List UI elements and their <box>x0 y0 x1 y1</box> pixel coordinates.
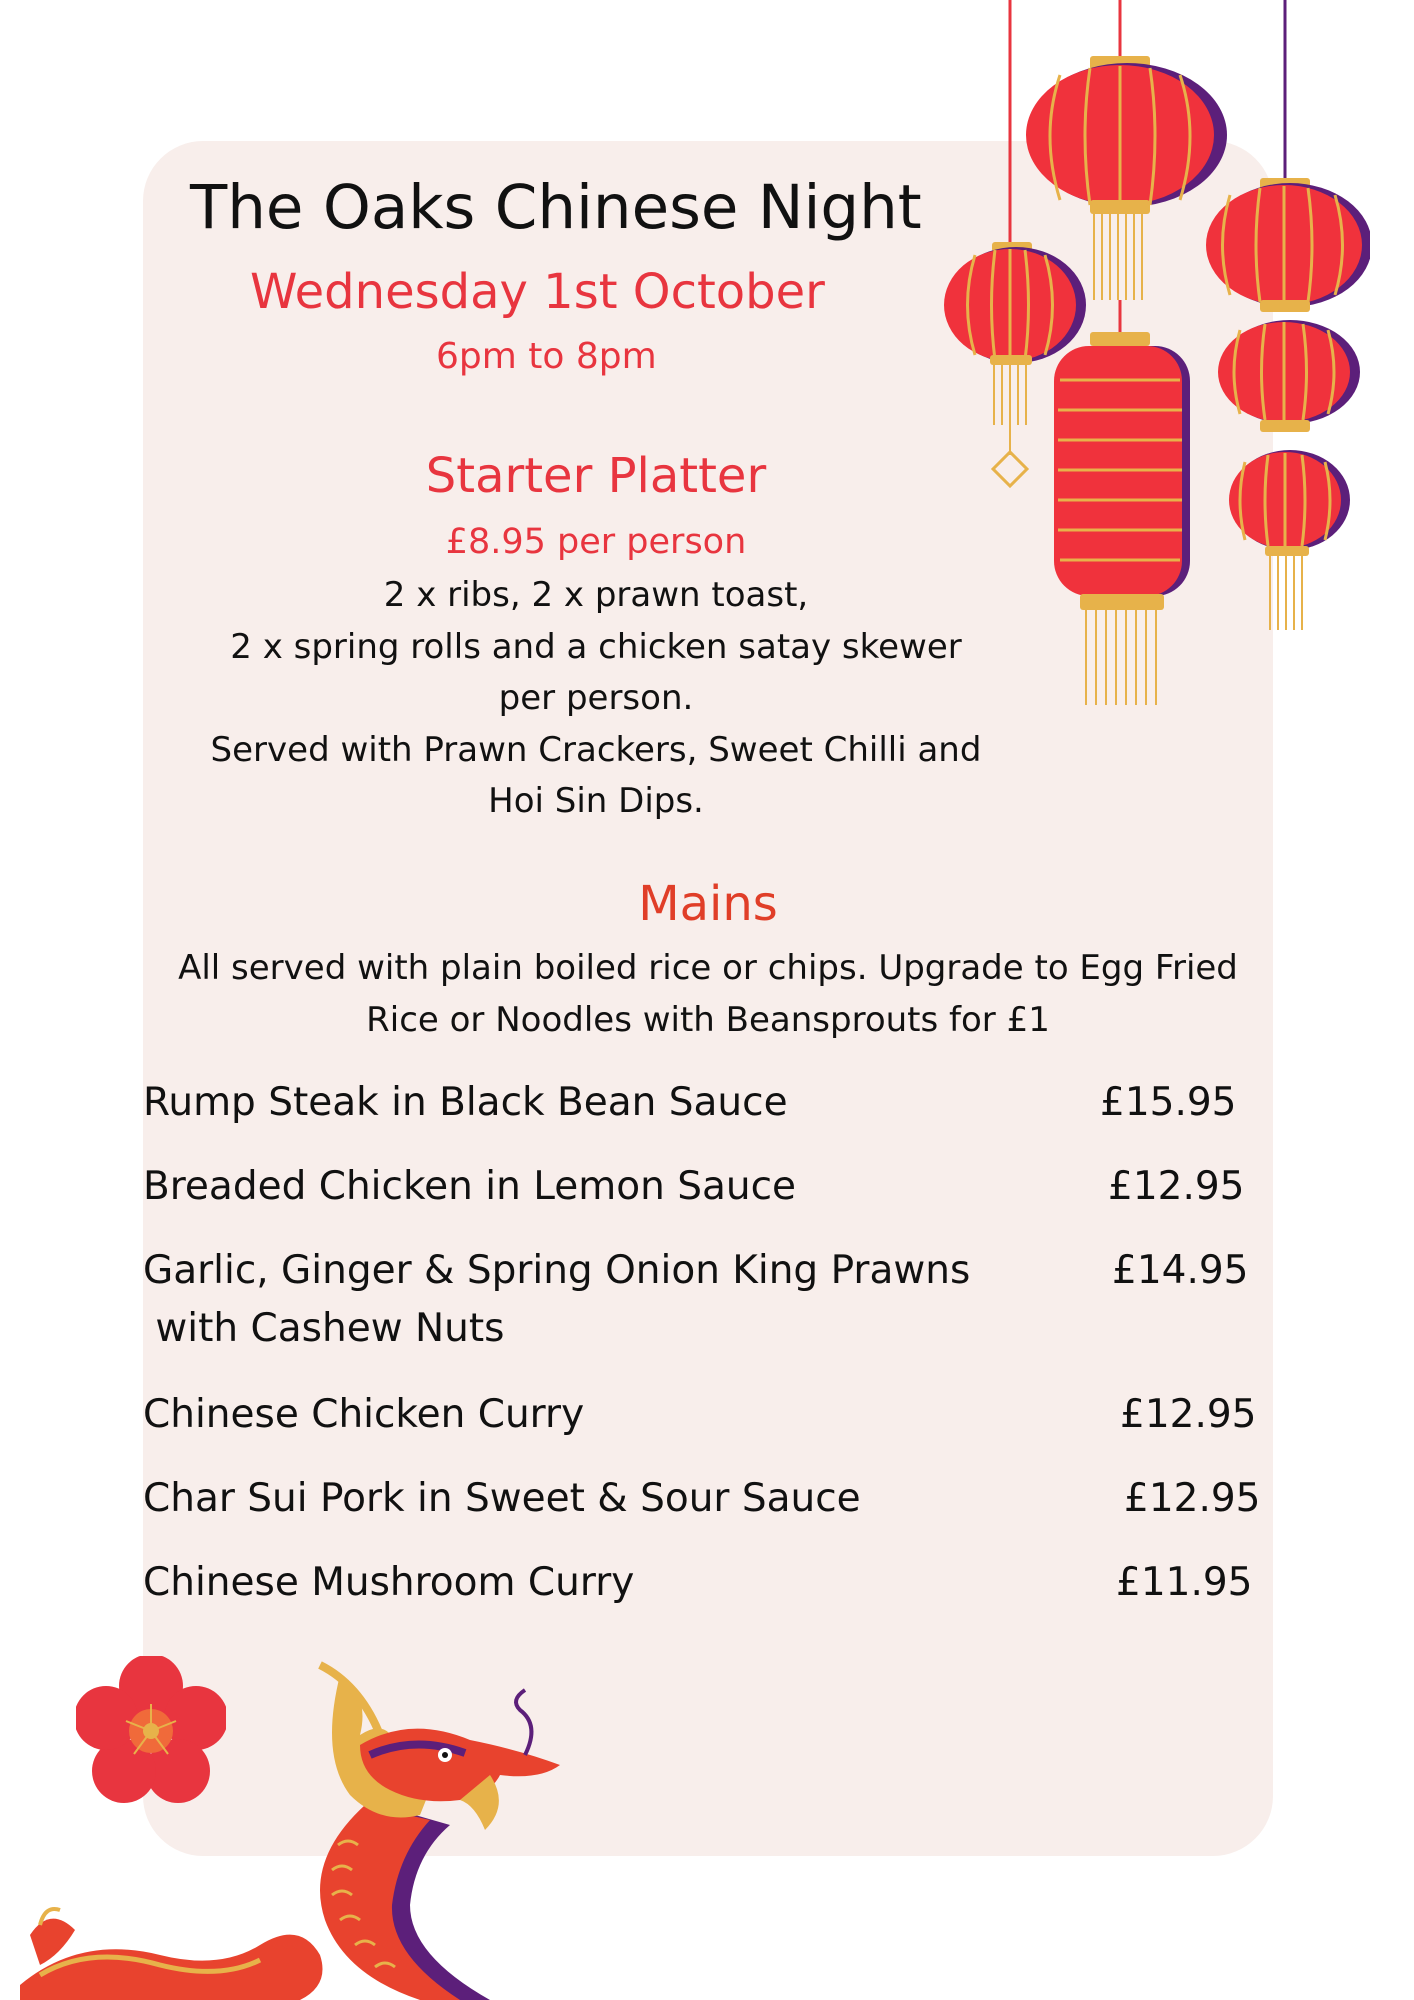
menu-item-price: £12.95 <box>1108 1164 1245 1209</box>
mains-heading: Mains <box>638 876 778 932</box>
menu-item-price: £14.95 <box>1112 1248 1249 1293</box>
mains-note-line: Rice or Noodles with Beansprouts for £1 <box>366 1000 1050 1040</box>
starter-line: 2 x ribs, 2 x prawn toast, <box>383 575 809 615</box>
menu-item-name-continued: with Cashew Nuts <box>143 1306 505 1351</box>
menu-item-price: £12.95 <box>1120 1392 1257 1437</box>
dragon-icon <box>20 1655 580 2000</box>
starter-line: per person. <box>498 678 694 718</box>
starter-heading: Starter Platter <box>425 448 767 504</box>
menu-item-name: Garlic, Ginger & Spring Onion King Prawns <box>143 1248 971 1293</box>
starter-price: £8.95 per person <box>445 522 747 562</box>
menu-item-name: Chinese Mushroom Curry <box>143 1560 635 1605</box>
page-title: The Oaks Chinese Night <box>190 172 922 243</box>
menu-item-name: Char Sui Pork in Sweet & Sour Sauce <box>143 1476 861 1521</box>
starter-line: 2 x spring rolls and a chicken satay skewer <box>230 627 962 667</box>
menu-item-price: £12.95 <box>1124 1476 1261 1521</box>
menu-item-name: Rump Steak in Black Bean Sauce <box>143 1080 788 1125</box>
starter-line: Served with Prawn Crackers, Sweet Chilli and <box>210 730 982 770</box>
menu-item-price: £11.95 <box>1116 1560 1253 1605</box>
menu-item-price: £15.95 <box>1100 1080 1237 1125</box>
starter-line: Hoi Sin Dips. <box>488 781 704 821</box>
event-time: 6pm to 8pm <box>436 336 657 377</box>
mains-note-line: All served with plain boiled rice or chips. Upgrade to Egg Fried <box>178 948 1238 988</box>
event-date: Wednesday 1st October <box>250 264 825 320</box>
menu-item-name: Breaded Chicken in Lemon Sauce <box>143 1164 797 1209</box>
menu-item-name: Chinese Chicken Curry <box>143 1392 585 1437</box>
